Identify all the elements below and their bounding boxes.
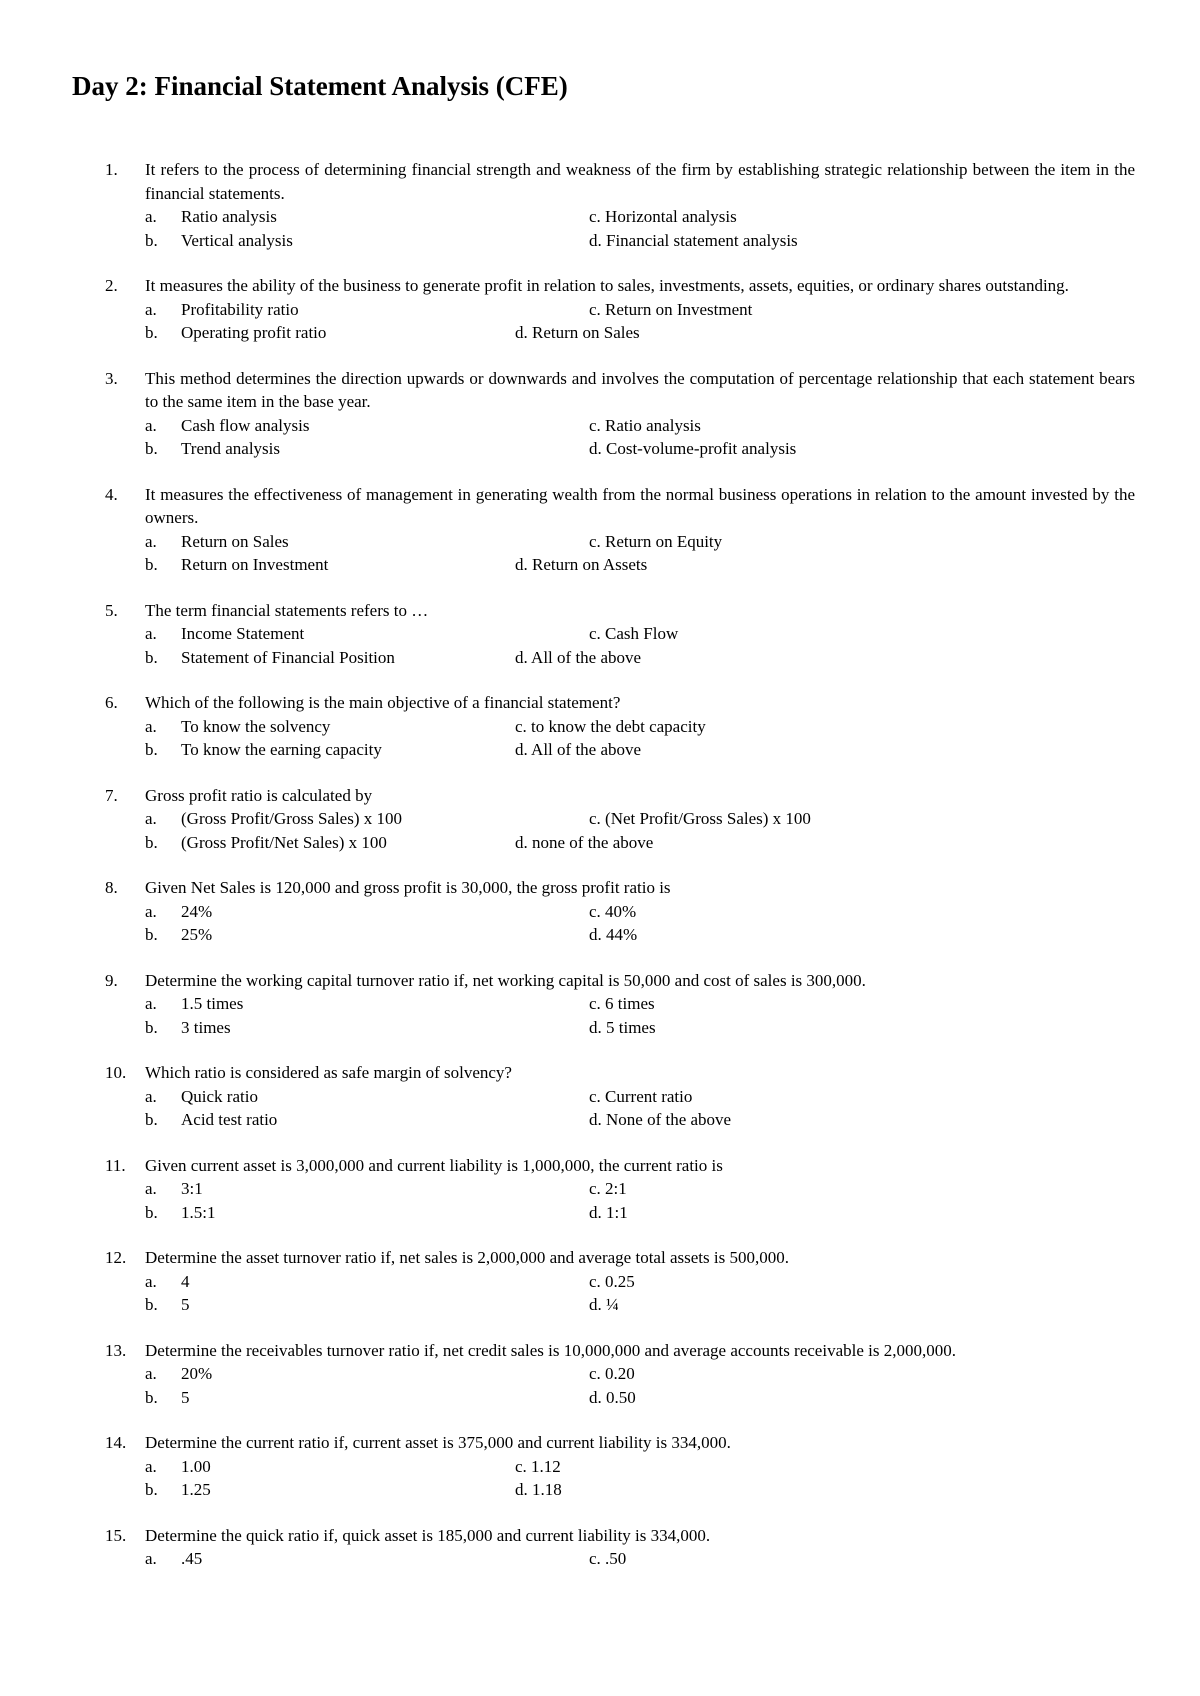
choice-d: d. All of the above	[515, 647, 642, 667]
question-1	[105, 158, 1135, 252]
question-text: It measures the effectiveness of management in generating wealth from the normal business operations in relation to the amount invested by the owners.	[145, 484, 1135, 527]
choice-d: d. ¼	[589, 1295, 619, 1314]
choice-letter-b: b.	[145, 647, 158, 667]
choice-a: Ratio analysis	[181, 207, 277, 226]
question-2	[105, 274, 1135, 345]
choice-c: c. Cash Flow	[589, 624, 679, 643]
question-14	[105, 1431, 1135, 1502]
question-text: Determine the working capital turnover ratio if, net working capital is 50,000 and cost of sales is 300,000.	[145, 970, 866, 990]
choice-a: Profitability ratio	[181, 299, 299, 319]
choice-b: Operating profit ratio	[181, 323, 327, 342]
question-12	[105, 1246, 1135, 1317]
question-number: 5.	[105, 600, 118, 620]
choice-a: (Gross Profit/Gross Sales) x 100	[181, 809, 402, 828]
question-7	[105, 784, 1135, 855]
question-9	[105, 969, 1135, 1040]
question-number: 1.	[105, 160, 118, 179]
choice-letter-b: b.	[145, 1110, 158, 1129]
question-number: 6.	[105, 693, 118, 712]
choice-b: 3 times	[181, 1017, 231, 1037]
choice-b: 1.25	[181, 1480, 211, 1499]
choice-a: Quick ratio	[181, 1086, 258, 1106]
question-11	[105, 1154, 1135, 1225]
question-text: This method determines the direction upwards or downwards and involves the computation of percentage relationship that each statement bears to the same item in the base year.	[145, 368, 1135, 411]
choice-letter-b: b.	[145, 925, 158, 944]
choice-d: d. 0.50	[589, 1387, 636, 1407]
choice-letter-a: a.	[145, 531, 157, 551]
question-number: 15.	[105, 1525, 127, 1545]
choice-c: c. Return on Investment	[589, 299, 753, 319]
choice-d: d. Return on Assets	[515, 555, 648, 574]
choice-a: Cash flow analysis	[181, 415, 310, 435]
choice-letter-b: b.	[145, 1017, 158, 1037]
question-3	[105, 367, 1135, 461]
choice-b: Statement of Financial Position	[181, 647, 395, 667]
question-text: Which ratio is considered as safe margin of solvency?	[145, 1063, 512, 1082]
question-number: 4.	[105, 484, 118, 504]
choice-letter-a: a.	[145, 1456, 157, 1476]
choice-letter-a: a.	[145, 809, 157, 828]
question-text: Determine the current ratio if, current asset is 375,000 and current liability is 334,000.	[145, 1433, 731, 1452]
choice-d: d. none of the above	[515, 832, 654, 852]
choice-c: c. 2:1	[589, 1179, 627, 1198]
choice-d: d. None of the above	[589, 1110, 732, 1129]
question-13	[105, 1339, 1135, 1410]
choice-d: d. 5 times	[589, 1017, 656, 1037]
choice-c: c. to know the debt capacity	[515, 716, 706, 736]
choice-b: 5	[181, 1387, 190, 1407]
choice-letter-b: b.	[145, 1480, 158, 1499]
choice-c: c. Current ratio	[589, 1086, 693, 1106]
choice-c: c. 0.25	[589, 1271, 635, 1291]
choice-letter-b: b.	[145, 1295, 158, 1314]
choice-d: d. Return on Sales	[515, 323, 640, 342]
choice-d: d. All of the above	[515, 740, 642, 759]
choice-a: Income Statement	[181, 624, 305, 643]
choice-b: To know the earning capacity	[181, 740, 382, 759]
choice-a: To know the solvency	[181, 716, 331, 736]
choice-b: (Gross Profit/Net Sales) x 100	[181, 832, 387, 852]
choice-c: c. 40%	[589, 901, 637, 921]
page-title: Day 2: Financial Statement Analysis (CFE)	[72, 71, 568, 101]
question-text: Determine the quick ratio if, quick asset is 185,000 and current liability is 334,000.	[145, 1525, 711, 1545]
choice-a: 1.5 times	[181, 994, 244, 1013]
choice-c: c. 6 times	[589, 994, 655, 1013]
choice-letter-b: b.	[145, 555, 158, 574]
question-6	[105, 691, 1135, 762]
question-text: Determine the asset turnover ratio if, net sales is 2,000,000 and average total assets is 500,000.	[145, 1248, 789, 1267]
question-number: 3.	[105, 368, 118, 388]
question-list	[105, 158, 1135, 1593]
choice-a: 24%	[181, 901, 213, 921]
choice-b: Acid test ratio	[181, 1110, 278, 1129]
question-15	[105, 1524, 1135, 1571]
choice-d: d. Cost-volume-profit analysis	[589, 439, 797, 458]
question-number: 10.	[105, 1063, 127, 1082]
choice-letter-a: a.	[145, 299, 157, 319]
choice-letter-b: b.	[145, 230, 158, 250]
choice-letter-a: a.	[145, 415, 157, 435]
question-5	[105, 599, 1135, 670]
choice-a: 20%	[181, 1364, 213, 1383]
choice-c: c. 0.20	[589, 1364, 635, 1383]
choice-letter-a: a.	[145, 1364, 157, 1383]
choice-a: 1.00	[181, 1456, 211, 1476]
choice-d: d. 44%	[589, 925, 638, 944]
choice-b: 5	[181, 1295, 190, 1314]
choice-b: Vertical analysis	[181, 230, 293, 250]
choice-b: Trend analysis	[181, 439, 281, 458]
choice-b: 1.5:1	[181, 1202, 216, 1222]
question-4	[105, 483, 1135, 577]
choice-a: 4	[181, 1271, 190, 1291]
choice-c: c. 1.12	[515, 1456, 561, 1476]
choice-letter-b: b.	[145, 439, 158, 458]
choice-c: c. .50	[589, 1549, 627, 1568]
question-text: Determine the receivables turnover ratio if, net credit sales is 10,000,000 and average accounts receivable is 2,000,000.	[145, 1340, 956, 1360]
choice-a: Return on Sales	[181, 531, 289, 551]
choice-letter-a: a.	[145, 624, 157, 643]
question-number: 11.	[105, 1155, 126, 1175]
question-10	[105, 1061, 1135, 1132]
question-text: Which of the following is the main objective of a financial statement?	[145, 693, 621, 712]
question-text: Given current asset is 3,000,000 and current liability is 1,000,000, the current ratio is	[145, 1155, 723, 1175]
choice-letter-b: b.	[145, 1387, 158, 1407]
question-text: Given Net Sales is 120,000 and gross profit is 30,000, the gross profit ratio is	[145, 878, 671, 897]
choice-a: .45	[181, 1549, 203, 1568]
choice-letter-a: a.	[145, 1179, 157, 1198]
choice-b: Return on Investment	[181, 555, 329, 574]
choice-d: d. 1.18	[515, 1480, 562, 1499]
question-number: 8.	[105, 878, 118, 897]
choice-c: c. (Net Profit/Gross Sales) x 100	[589, 809, 811, 828]
choice-letter-b: b.	[145, 740, 158, 759]
question-number: 7.	[105, 785, 118, 805]
choice-letter-b: b.	[145, 832, 158, 852]
question-number: 12.	[105, 1248, 127, 1267]
choice-letter-b: b.	[145, 1202, 158, 1222]
choice-d: d. Financial statement analysis	[589, 230, 798, 250]
question-number: 13.	[105, 1340, 127, 1360]
question-number: 9.	[105, 970, 118, 990]
choice-c: c. Return on Equity	[589, 531, 723, 551]
question-text: Gross profit ratio is calculated by	[145, 785, 373, 805]
question-number: 14.	[105, 1433, 127, 1452]
choice-letter-a: a.	[145, 716, 157, 736]
question-text: The term financial statements refers to …	[145, 600, 429, 620]
choice-letter-a: a.	[145, 1086, 157, 1106]
choice-c: c. Horizontal analysis	[589, 207, 737, 226]
question-text: It measures the ability of the business to generate profit in relation to sales, investments, assets, equities, or ordinary shares outstanding.	[145, 276, 1069, 295]
choice-letter-b: b.	[145, 323, 158, 342]
choice-letter-a: a.	[145, 1549, 157, 1568]
choice-b: 25%	[181, 925, 213, 944]
choice-letter-a: a.	[145, 207, 157, 226]
choice-letter-a: a.	[145, 994, 157, 1013]
question-text: It refers to the process of determining financial strength and weakness of the firm by establishing strategic relationship between the item in the financial statements.	[145, 160, 1135, 203]
choice-letter-a: a.	[145, 1271, 157, 1291]
question-number: 2.	[105, 276, 118, 295]
choice-letter-a: a.	[145, 901, 157, 921]
choice-c: c. Ratio analysis	[589, 415, 701, 435]
question-8	[105, 876, 1135, 947]
choice-a: 3:1	[181, 1179, 203, 1198]
choice-d: d. 1:1	[589, 1202, 628, 1222]
